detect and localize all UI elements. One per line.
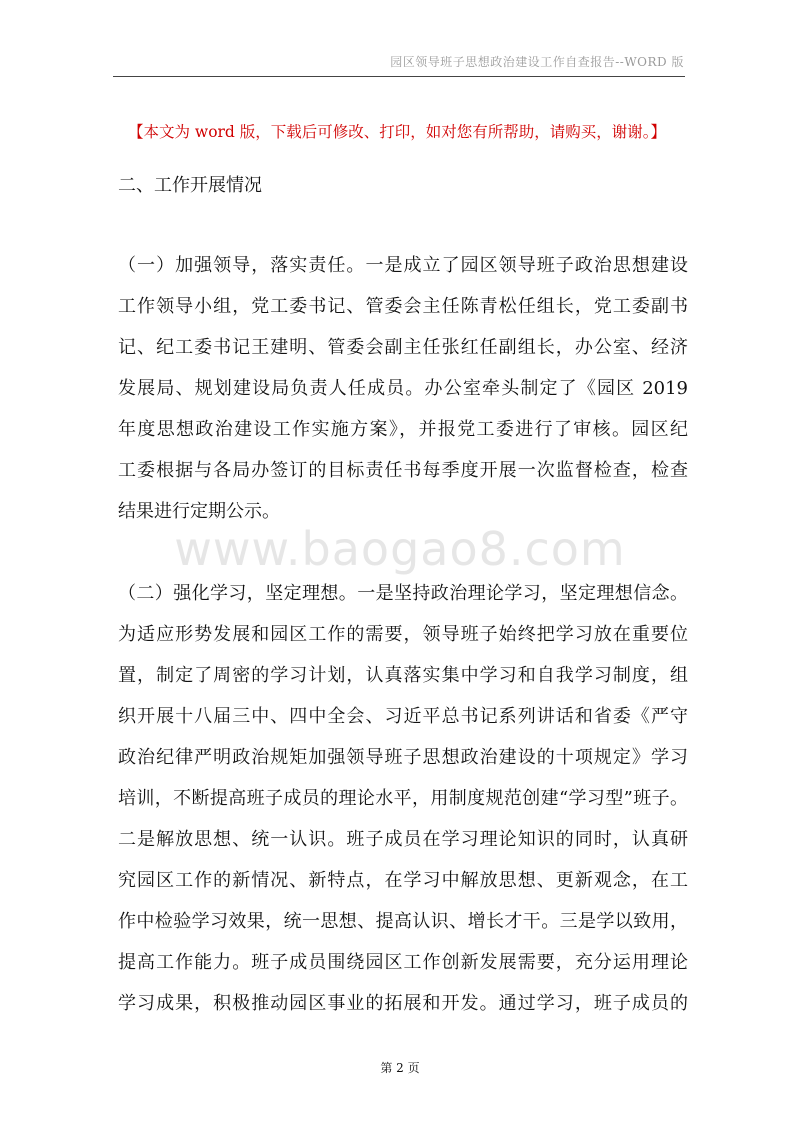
paragraph-line: 学习成果，积极推动园区事业的拓展和开发。通过学习，班子成员的 xyxy=(118,993,688,1014)
paragraph-line: 培训，不断提高班子成员的理论水平，用制度规范创建“学习型”班子。 xyxy=(118,788,688,809)
section-heading: 二、工作开展情况 xyxy=(118,175,262,196)
download-notice: 【本文为 word 版，下载后可修改、打印，如对您有所帮助，请购买，谢谢。】 xyxy=(128,123,667,141)
paragraph-line: （一）加强领导，落实责任。一是成立了园区领导班子政治思想建设 xyxy=(118,255,688,276)
page-header-title: 园区领导班子思想政治建设工作自查报告--WORD 版 xyxy=(390,55,684,69)
paragraph-line: 政治纪律严明政治规矩加强领导班子思想政治建设的十项规定》学习 xyxy=(118,747,688,768)
paragraph-line: 置，制定了周密的学习计划，认真落实集中学习和自我学习制度，组 xyxy=(118,665,688,686)
paragraph-line: 工委根据与各局办签订的目标责任书每季度开展一次监督检查，检查 xyxy=(118,460,688,481)
paragraph-line: （二）强化学习，坚定理想。一是坚持政治理论学习，坚定理想信念。 xyxy=(118,583,688,604)
watermark: www.baogao8.com xyxy=(174,522,626,576)
paragraph-line: 发展局、规划建设局负责人任成员。办公室牵头制定了《园区 2019 xyxy=(118,378,688,399)
paragraph-line: 究园区工作的新情况、新特点，在学习中解放思想、更新观念，在工 xyxy=(118,870,688,891)
paragraph-line: 作中检验学习效果，统一思想、提高认识、增长才干。三是学以致用， xyxy=(118,911,688,932)
paragraph-line: 工作领导小组，党工委书记、管委会主任陈青松任组长，党工委副书 xyxy=(118,296,688,317)
paragraph-line: 年度思想政治建设工作实施方案》，并报党工委进行了审核。园区纪 xyxy=(118,419,688,440)
paragraph-line: 提高工作能力。班子成员围绕园区工作创新发展需要，充分运用理论 xyxy=(118,952,688,973)
paragraph-line: 织开展十八届三中、四中全会、习近平总书记系列讲话和省委《严守 xyxy=(118,706,688,727)
paragraph-line: 结果进行定期公示。 xyxy=(118,501,280,522)
paragraph-study xyxy=(118,573,688,1024)
header-divider xyxy=(113,76,685,77)
paragraph-line: 记、纪工委书记王建明、管委会副主任张红任副组长，办公室、经济 xyxy=(118,337,688,358)
page-number: 第 2 页 xyxy=(380,1061,420,1075)
paragraph-leadership xyxy=(118,245,688,532)
paragraph-line: 二是解放思想、统一认识。班子成员在学习理论知识的同时，认真研 xyxy=(118,829,688,850)
paragraph-line: 为适应形势发展和园区工作的需要，领导班子始终把学习放在重要位 xyxy=(118,624,688,645)
